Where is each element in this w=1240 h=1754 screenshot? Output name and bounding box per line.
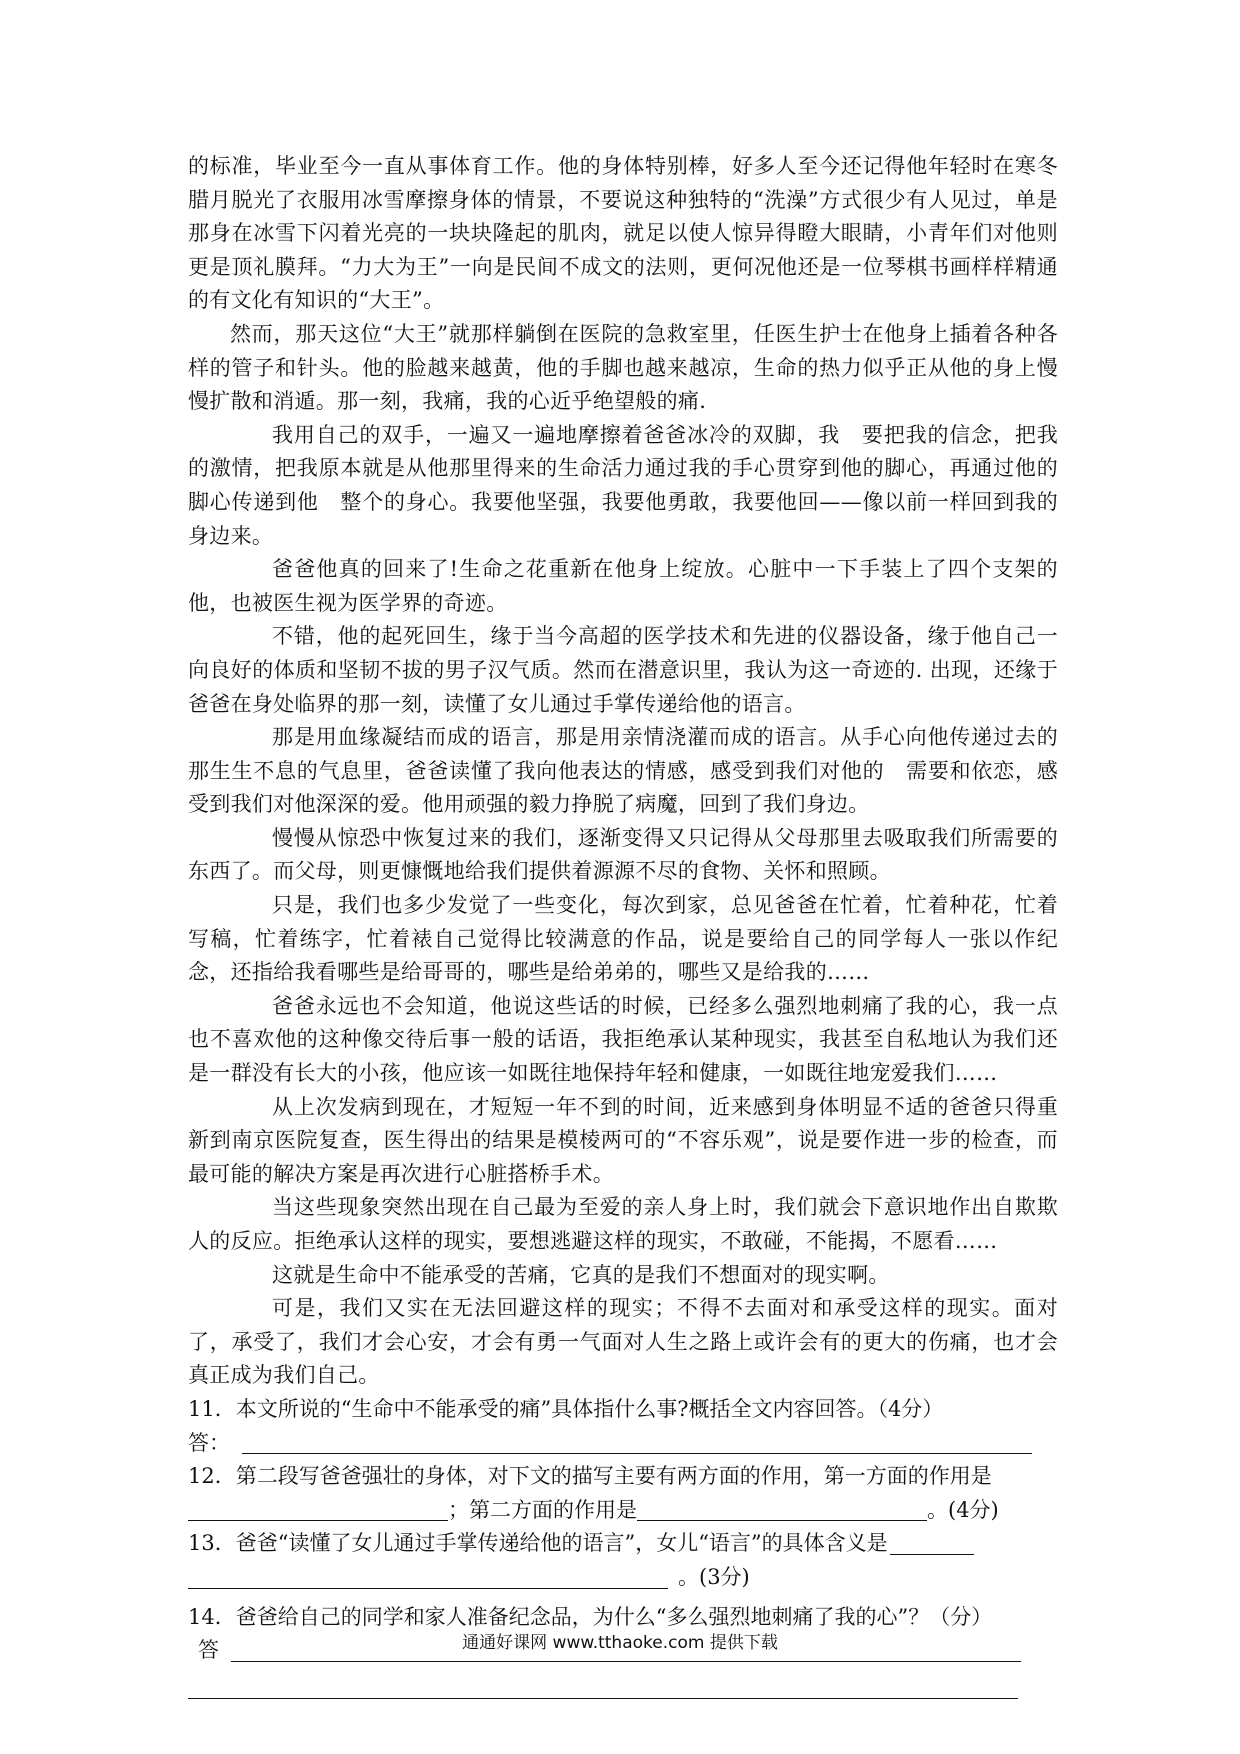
paragraph-12: 这就是生命中不能承受的苦痛，它真的是我们不想面对的现实啊。: [272, 1262, 890, 1287]
question-13: [188, 1527, 1058, 1594]
question-11-answer-row: [188, 1427, 1058, 1461]
answer-blank-1[interactable]: [890, 1530, 974, 1555]
paragraph-10: 从上次发病到现在，才短短一年不到的时间，近来感到身体明显不适的爸爸只得重新到南京医院复查，医生得出的结果是模棱两可的“不容乐观”，说是要作进一步的检查，而最可能的解决方案是再次进行心脏搭桥手术。: [188, 1094, 1058, 1186]
question-13-score: 。(3分): [678, 1564, 750, 1589]
question-12-text: 12．第二段写爸爸强壮的身体，对下文的描写主要有两方面的作用，第一方面的作用是: [188, 1464, 992, 1489]
question-13-answer-row: [188, 1561, 1058, 1595]
paragraph-4: 爸爸他真的回来了!生命之花重新在他身上绽放。心脏中一下手装上了四个支架的他，也被医生视为医学界的奇迹。: [188, 557, 1058, 615]
question-11-text: 11．本文所说的“生命中不能承受的痛”具体指什么事?概括全文内容回答。（4分）: [188, 1396, 944, 1421]
question-12: [188, 1460, 1058, 1527]
answer-blank-2[interactable]: [188, 1564, 668, 1589]
paragraph-13: 可是，我们又实在无法回避这样的现实；不得不去面对和承受这样的现实。面对了，承受了，我们才会心安，才会有勇一气面对人生之路上或许会有的更大的伤痛，也才会真正成为我们自己。: [188, 1296, 1058, 1388]
paragraph-11: 当这些现象突然出现在自己最为至爱的亲人身上时，我们就会下意识地作出自欺欺人的反应。拒绝承认这样的现实，要想逃避这样的现实，不敢碰，不能揭，不愿看……: [188, 1195, 1058, 1253]
question-13-row: [188, 1527, 1058, 1561]
paragraph-3: 我用自己的双手，一遍又一遍地摩擦着爸爸冰冷的双脚，我 要把我的信念，把我的激情，把我原本就是从他那里得来的生命活力通过我的手心贯穿到他的脚心，再通过他的脚心传递到他 整个的身心。我要他坚强，我要他勇敢，我要他回——像以前一样回到我的身边来。: [188, 422, 1058, 548]
question-12-answer-row: [188, 1494, 1058, 1528]
paragraph-2: 然而，那天这位“大王”就那样躺倒在医院的急救室里，任医生护士在他身上插着各种各样的管子和针头。他的脸越来越黄，他的手脚也越来越凉，生命的热力似乎正从他的身上慢慢扩散和消遁。那一刻，我痛，我的心近乎绝望般的痛.: [188, 321, 1058, 414]
question-14-answer-row-2: [188, 1674, 1058, 1705]
question-14-text: 14．爸爸给自己的同学和家人准备纪念品，为什么“多么强烈地刺痛了我的心”？（分）: [188, 1604, 993, 1629]
reading-passage: [188, 150, 1058, 1705]
answer-blank[interactable]: [242, 1429, 1032, 1454]
question-11: [188, 1393, 1058, 1460]
answer-blank-2[interactable]: [188, 1674, 1018, 1699]
answer-prefix: 答: [198, 1638, 219, 1663]
question-13-text: 13．爸爸“读懂了女儿通过手掌传递给他的语言”，女儿“语言”的具体含义是: [188, 1531, 888, 1556]
answer-blank-1[interactable]: [188, 1496, 448, 1521]
paragraph-6: 那是用血缘凝结而成的语言，那是用亲情浇灌而成的语言。从手心向他传递过去的那生生不息的气息里，爸爸读懂了我向他表达的情感，感受到我们对他的 需要和依恋，感受到我们对他深深的爱。他用顽强的毅力挣脱了病魔，回到了我们身边。: [188, 725, 1058, 817]
question-12-score: 。(4分): [927, 1497, 999, 1522]
paragraph-7: 慢慢从惊恐中恢复过来的我们，逐渐变得又只记得从父母那里去吸取我们所需要的东西了。而父母，则更慷慨地给我们提供着源源不尽的食物、关怀和照顾。: [188, 825, 1058, 884]
page-footer: 通通好课网 www.tthaoke.com 提供下载: [462, 1633, 778, 1653]
paragraph-5: 不错，他的起死回生，缘于当今高超的医学技术和先进的仪器设备，缘于他自己一向良好的体质和坚韧不拔的男子汉气质。然而在潜意识里，我认为这一奇迹的. 出现，还缘于爸爸在身处临界的那一刻，读懂了女儿通过手掌传递给他的语言。: [188, 624, 1058, 716]
paragraph-8: 只是，我们也多少发觉了一些变化，每次到家，总见爸爸在忙着，忙着种花，忙着写稿，忙着练字，忙着裱自己觉得比较满意的作品，说是要给自己的同学每人一张以作纪念，还指给我看哪些是给哥哥的，哪些是给弟弟的，哪些又是给我的……: [188, 893, 1058, 985]
paragraph-9: 爸爸永远也不会知道，他说这些话的时候，已经多么强烈地刺痛了我的心，我一点也不喜欢他的这种像交待后事一般的话语，我拒绝承认某种现实，我甚至自私地认为我们还是一群没有长大的小孩，他应该一如既往地保持年轻和健康，一如既往地宠爱我们……: [188, 993, 1058, 1086]
answer-blank-2[interactable]: [637, 1496, 927, 1521]
paragraph-1: 的标准，毕业至今一直从事体育工作。他的身体特别棒，好多人至今还记得他年轻时在寒冬腊月脱光了衣服用冰雪摩擦身体的情景，不要说这种独特的“洗澡”方式很少有人见过，单是那身在冰雪下闪着光亮的一块块隆起的肌肉，就足以使人惊异得瞪大眼睛，小青年们对他则更是顶礼膜拜。“力大为王”一向是民间不成文的法则，更何况他还是一位琴棋书画样样精通的有文化有知识的“大王”。: [188, 154, 1058, 313]
answer-prefix: 答：: [188, 1430, 230, 1455]
question-12-mid-text: ；第二方面的作用是: [448, 1497, 637, 1522]
